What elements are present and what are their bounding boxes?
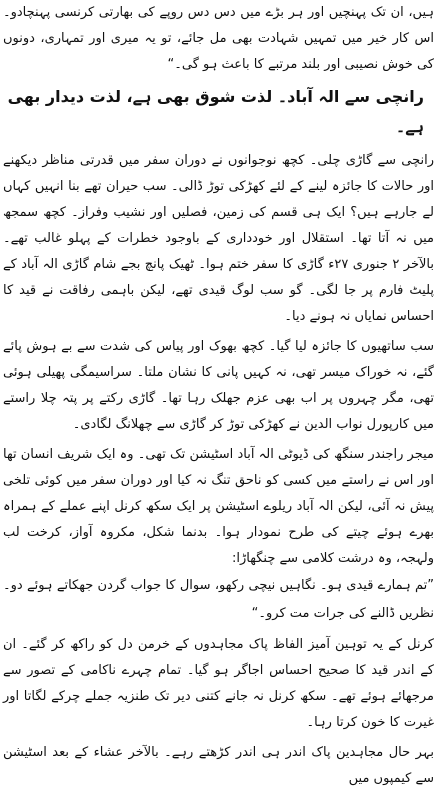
paragraph-companions: سب ساتھیوں کا جائزہ لیا گیا۔ کچھ بھوک اور پیاس کی شدت سے بے ہوش پائے گئے، نہ خوراک میسر تھی، نہ کہیں پانی کا نشان ملتا۔ سراسیمگی پھیلی ہوئی تھی، مگر چہروں پر اب بھی عزم جھلک رہا تھا۔ گاڑی رکتے پر پتہ چلا راستے میں کارپورل نواب الدین نے کھڑکی توڑ کر گاڑی سے چھلانگ لگادی۔ [3,339,434,432]
paragraph-insult: کرنل کے یہ توہین آمیز الفاظ پاک مجاہدوں کے خرمن دل کو راکھ کر گئے۔ ان کے اندر قید کا صحیح احساس اجاگر ہو گیا۔ تمام چہرے ناکامی کے تصور سے مرجھائے ہوئے تھے۔ سکھ کرنل نہ جانے کتنی دیر تک طنزیہ جملے چرکے لگاتا اور غیرت کا خون کرتا رہا۔ [3,637,434,730]
section-heading: رانچی سے الہ آباد۔ لذت شوق بھی ہے، لذت دیدار بھی ہے۔ [7,87,424,136]
paragraph-ranchi-journey: رانچی سے گاڑی چلی۔ کچھ نوجوانوں نے دوران سفر میں قدرتی مناظر دیکھنے اور حالات کا جائزہ لینے کے لئے کھڑکی توڑ ڈالی۔ سب حیران تھے بنا انہیں کہاں لے جارہے ہیں؟ ایک ہی قسم کی زمین، فصلیں اور نشیب وفراز۔ کچھ سمجھ میں نہ آتا تھا۔ استقلال اور خودداری کے باوجود خطرات کے پہلو غالب تھے۔ بالآخر ۲ جنوری ۲۷ء گاڑی کا سفر ختم ہوا۔ ٹھیک پانچ بجے شام گاڑی الہ آباد کے پلیٹ فارم پر جا لگی۔ گو سب لوگ قیدی تھے، لیکن باہمی رفاقت نے قید کا احساس نمایاں نہ ہونے دیا۔ [3,153,434,324]
paragraph-major-rajinder: میجر راجندر سنگھ کی ڈیوٹی الہ آباد اسٹیشن تک تھی۔ وہ ایک شریف انسان تھا اور اس نے راستے میں کسی کو ناحق تنگ نہ کیا اور دوران سفر میں کوئی تلخی پیش نہ آئی، لیکن الہ آباد ریلوے اسٹیشن پر ایک سکھ کرنل اپنے عملے کے ہمراہ بھرے ہوئے چیتے کی طرح نمودار ہوا۔ بدنما شکل، مکروہ آواز، کرخت لب ولہجہ، وہ درشت کلامی سے چنگھاڑا: [3,447,434,566]
paragraph-closing: بہر حال مجاہدین پاک اندر ہی اندر کڑھتے رہے۔ بالآخر عشاء کے بعد اسٹیشن سے کیمپوں میں [3,745,434,786]
intro-paragraph: ہیں، ان تک پہنچیں اور ہر بڑے میں دس دس روپے کی بھارتی کرنسی پہنچادو۔ اس کار خیر میں تمہیں شہادت بھی مل جائے، تو یہ میری اور تمہاری، دونوں کی خوش نصیبی اور بلند مرتبے کا باعث ہو گی۔“ [3,5,434,72]
colonel-quote: ”تم ہمارے قیدی ہو۔ نگاہیں نیچی رکھو، سوال کا جواب گردن جھکاتے ہوئے دو۔ نظریں ڈالنے کی جرات مت کرو۔“ [3,578,434,621]
